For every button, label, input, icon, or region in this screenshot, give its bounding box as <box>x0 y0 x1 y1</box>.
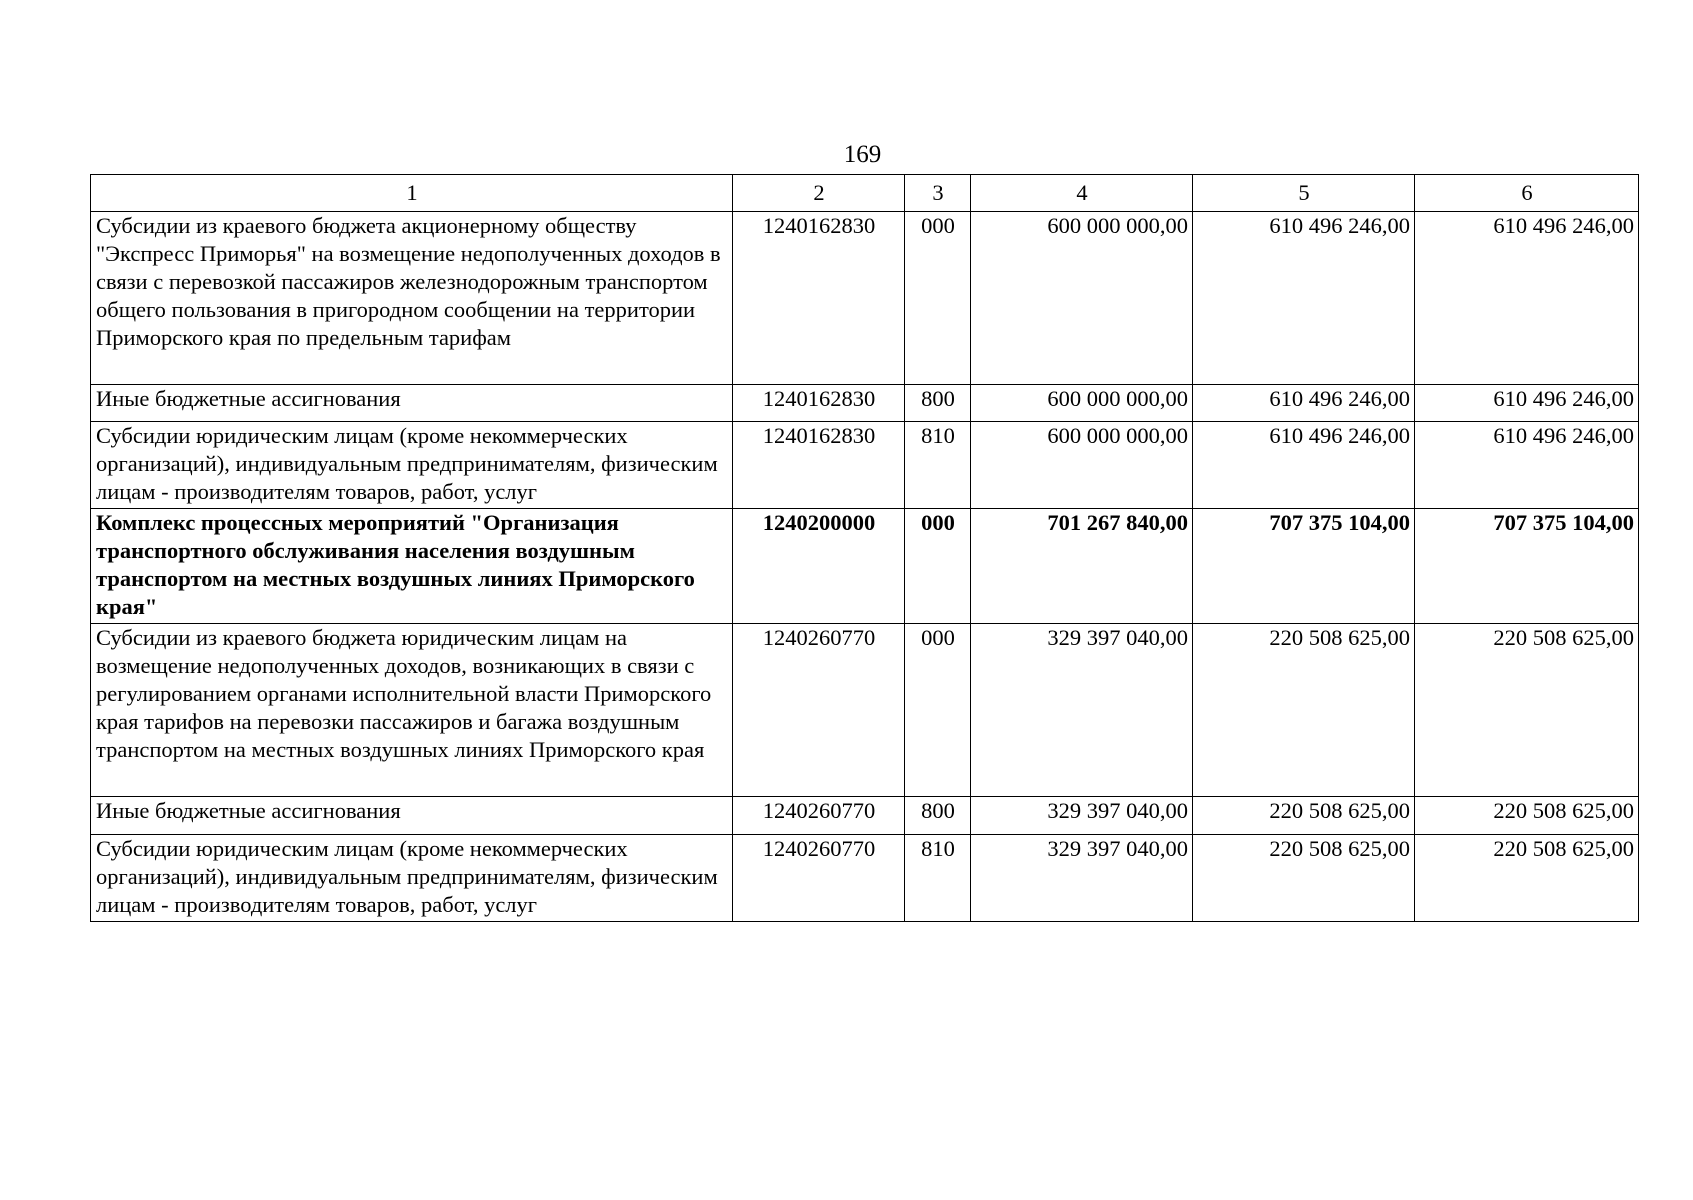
row-expense-type: 800 <box>905 797 971 835</box>
row-amount-6: 707 375 104,00 <box>1415 509 1639 624</box>
row-name: Субсидии из краевого бюджета акционерному обществу "Экспресс Приморья" на возмещение недополученных доходов в связи с перевозкой пассажиров железнодорожным транспортом общего пользования в пригородном сообщении на территории Приморского края по предельным тарифам <box>91 212 733 385</box>
row-code: 1240260770 <box>733 835 905 922</box>
budget-table <box>90 174 1639 922</box>
row-amount-5: 610 496 246,00 <box>1193 212 1415 385</box>
table-row <box>91 422 1639 509</box>
table-row <box>91 212 1639 385</box>
row-code: 1240260770 <box>733 624 905 797</box>
row-name: Субсидии из краевого бюджета юридическим лицам на возмещение недополученных доходов, возникающих в связи с регулированием органами исполнительной власти Приморского края тарифов на перевозки пассажиров и багажа воздушным транспортом на местных воздушных линиях Приморского края <box>91 624 733 797</box>
column-header-3: 3 <box>905 175 971 212</box>
column-header-4: 4 <box>971 175 1193 212</box>
row-amount-6: 610 496 246,00 <box>1415 212 1639 385</box>
column-header-6: 6 <box>1415 175 1639 212</box>
table-row <box>91 385 1639 422</box>
row-code: 1240162830 <box>733 385 905 422</box>
row-amount-5: 707 375 104,00 <box>1193 509 1415 624</box>
column-header-1: 1 <box>91 175 733 212</box>
row-name: Субсидии юридическим лицам (кроме некоммерческих организаций), индивидуальным предпринимателям, физическим лицам - производителям товаров, работ, услуг <box>91 422 733 509</box>
row-amount-6: 220 508 625,00 <box>1415 835 1639 922</box>
row-expense-type: 800 <box>905 385 971 422</box>
row-name: Комплекс процессных мероприятий "Организация транспортного обслуживания населения воздушным транспортом на местных воздушных линиях Приморского края" <box>91 509 733 624</box>
column-header-2: 2 <box>733 175 905 212</box>
row-name: Иные бюджетные ассигнования <box>91 385 733 422</box>
row-amount-6: 610 496 246,00 <box>1415 422 1639 509</box>
table-row <box>91 624 1639 797</box>
table-row <box>91 797 1639 835</box>
row-amount-4: 329 397 040,00 <box>971 797 1193 835</box>
table-row <box>91 835 1639 922</box>
row-expense-type: 810 <box>905 835 971 922</box>
row-expense-type: 000 <box>905 624 971 797</box>
row-amount-5: 610 496 246,00 <box>1193 422 1415 509</box>
table-header-row <box>91 175 1639 212</box>
table-row <box>91 509 1639 624</box>
row-expense-type: 810 <box>905 422 971 509</box>
row-amount-6: 220 508 625,00 <box>1415 624 1639 797</box>
row-amount-4: 329 397 040,00 <box>971 835 1193 922</box>
row-code: 1240162830 <box>733 422 905 509</box>
row-amount-5: 220 508 625,00 <box>1193 624 1415 797</box>
row-amount-4: 600 000 000,00 <box>971 385 1193 422</box>
row-amount-6: 220 508 625,00 <box>1415 797 1639 835</box>
row-amount-5: 220 508 625,00 <box>1193 835 1415 922</box>
row-code: 1240260770 <box>733 797 905 835</box>
row-expense-type: 000 <box>905 212 971 385</box>
page-number: 169 <box>843 141 882 168</box>
row-code: 1240162830 <box>733 212 905 385</box>
row-amount-5: 610 496 246,00 <box>1193 385 1415 422</box>
row-amount-6: 610 496 246,00 <box>1415 385 1639 422</box>
row-name: Иные бюджетные ассигнования <box>91 797 733 835</box>
row-amount-4: 600 000 000,00 <box>971 422 1193 509</box>
row-amount-5: 220 508 625,00 <box>1193 797 1415 835</box>
row-code: 1240200000 <box>733 509 905 624</box>
row-amount-4: 701 267 840,00 <box>971 509 1193 624</box>
column-header-5: 5 <box>1193 175 1415 212</box>
row-amount-4: 600 000 000,00 <box>971 212 1193 385</box>
row-name: Субсидии юридическим лицам (кроме некоммерческих организаций), индивидуальным предпринимателям, физическим лицам - производителям товаров, работ, услуг <box>91 835 733 922</box>
row-expense-type: 000 <box>905 509 971 624</box>
row-amount-4: 329 397 040,00 <box>971 624 1193 797</box>
